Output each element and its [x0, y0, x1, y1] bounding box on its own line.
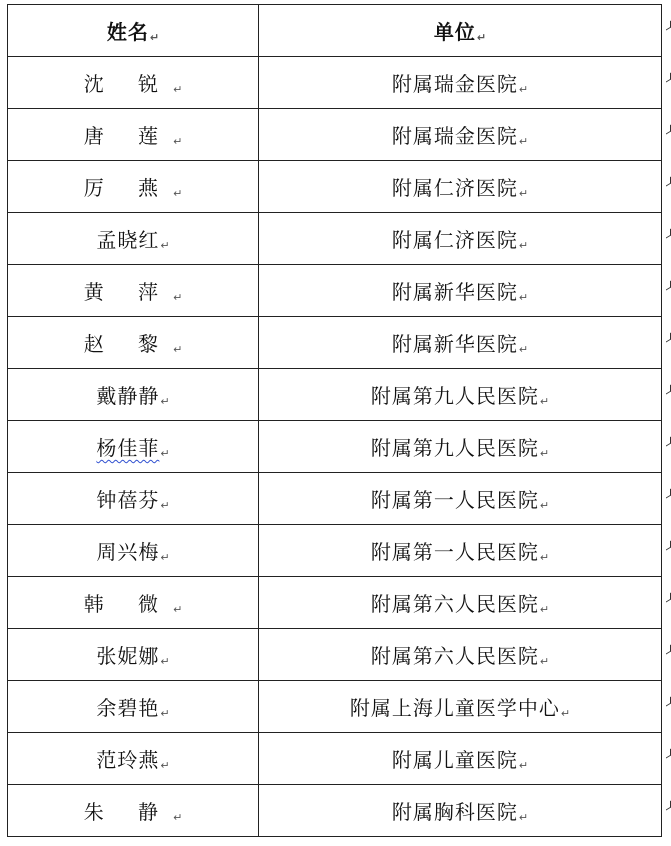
table-row	[8, 577, 662, 629]
unit-cell	[259, 421, 662, 473]
person-name: 沈 锐	[83, 72, 173, 96]
paragraph-mark-icon: ↵	[160, 395, 170, 408]
unit-cell	[259, 525, 662, 577]
paragraph-mark-icon: ↵	[518, 187, 529, 200]
row-end-mark-icon	[666, 73, 671, 83]
paragraph-mark-icon: ↵	[160, 447, 170, 460]
unit-cell	[259, 681, 662, 733]
row-end-mark-icon	[666, 125, 671, 135]
unit-cell	[259, 161, 662, 213]
name-cell	[8, 421, 259, 473]
unit-name: 附属瑞金医院	[391, 124, 518, 148]
name-cell	[8, 265, 259, 317]
table-row	[8, 421, 662, 473]
header-unit-cell	[259, 5, 662, 57]
row-end-mark-icon	[666, 697, 671, 707]
paragraph-mark-icon: ↵	[173, 291, 183, 304]
paragraph-mark-icon: ↵	[539, 603, 550, 616]
name-cell	[8, 161, 259, 213]
table-row	[8, 109, 662, 161]
unit-cell	[259, 629, 662, 681]
unit-name: 附属第一人民医院	[370, 540, 539, 564]
table-row	[8, 161, 662, 213]
name-cell	[8, 785, 259, 837]
unit-name: 附属上海儿童医学中心	[349, 696, 560, 720]
table-row	[8, 525, 662, 577]
row-end-mark-icon	[666, 593, 671, 603]
paragraph-mark-icon: ↵	[518, 759, 529, 772]
paragraph-mark-icon: ↵	[518, 135, 529, 148]
table-row	[8, 473, 662, 525]
paragraph-mark-icon: ↵	[160, 239, 170, 252]
header-unit-label: 单位	[433, 20, 476, 44]
unit-cell	[259, 369, 662, 421]
paragraph-mark-icon: ↵	[539, 655, 550, 668]
row-end-mark-icon	[666, 437, 671, 447]
paragraph-mark-icon: ↵	[518, 291, 529, 304]
table-row	[8, 733, 662, 785]
paragraph-mark-icon: ↵	[173, 343, 183, 356]
person-name: 赵 黎	[83, 332, 173, 356]
paragraph-mark-icon: ↵	[518, 811, 529, 824]
paragraph-mark-icon: ↵	[518, 239, 529, 252]
row-end-mark-icon	[666, 749, 671, 759]
unit-cell	[259, 265, 662, 317]
paragraph-mark-icon: ↵	[173, 811, 183, 824]
paragraph-mark-icon: ↵	[539, 395, 550, 408]
paragraph-mark-icon: ↵	[173, 187, 183, 200]
row-end-mark-icon	[666, 541, 671, 551]
unit-cell	[259, 577, 662, 629]
unit-cell	[259, 785, 662, 837]
unit-cell	[259, 109, 662, 161]
table-header-row	[8, 5, 662, 57]
table-row	[8, 369, 662, 421]
table-row	[8, 681, 662, 733]
header-name-cell	[8, 5, 259, 57]
person-name: 黄 萍	[83, 280, 173, 304]
person-name: 余碧艳	[96, 696, 160, 720]
table-row	[8, 57, 662, 109]
unit-name: 附属仁济医院	[391, 176, 518, 200]
unit-cell	[259, 317, 662, 369]
name-cell	[8, 681, 259, 733]
row-end-mark-icon	[666, 333, 671, 343]
table-row	[8, 785, 662, 837]
person-name: 朱 静	[83, 800, 173, 824]
person-name: 韩 微	[83, 592, 173, 616]
unit-name: 附属第九人民医院	[370, 384, 539, 408]
paragraph-mark-icon: ↵	[173, 83, 183, 96]
unit-name: 附属第一人民医院	[370, 488, 539, 512]
name-cell	[8, 213, 259, 265]
table-row	[8, 213, 662, 265]
unit-name: 附属仁济医院	[391, 228, 518, 252]
unit-name: 附属新华医院	[391, 280, 518, 304]
paragraph-mark-icon: ↵	[539, 447, 550, 460]
paragraph-mark-icon: ↵	[518, 83, 529, 96]
unit-name: 附属瑞金医院	[391, 72, 518, 96]
unit-name: 附属儿童医院	[391, 748, 518, 772]
unit-name: 附属第六人民医院	[370, 592, 539, 616]
table-row	[8, 265, 662, 317]
row-end-mark-icon	[666, 489, 671, 499]
row-end-mark-icon	[666, 21, 671, 31]
name-cell	[8, 109, 259, 161]
table-row	[8, 317, 662, 369]
unit-cell	[259, 213, 662, 265]
paragraph-mark-icon: ↵	[160, 655, 170, 668]
person-name: 钟蓓芬	[96, 488, 160, 512]
person-name-spellcheck[interactable]: 杨佳菲	[96, 436, 160, 460]
paragraph-mark-icon: ↵	[560, 707, 571, 720]
paragraph-mark-icon: ↵	[539, 551, 550, 564]
name-cell	[8, 57, 259, 109]
unit-name: 附属胸科医院	[391, 800, 518, 824]
name-cell	[8, 369, 259, 421]
paragraph-mark-icon: ↵	[160, 499, 170, 512]
name-cell	[8, 577, 259, 629]
table-row	[8, 629, 662, 681]
name-cell	[8, 473, 259, 525]
person-name: 孟晓红	[96, 228, 160, 252]
paragraph-mark-icon: ↵	[173, 135, 183, 148]
row-end-mark-icon	[666, 385, 671, 395]
person-name: 戴静静	[96, 384, 160, 408]
paragraph-mark-icon: ↵	[518, 343, 529, 356]
row-end-marks	[665, 0, 671, 846]
name-cell	[8, 317, 259, 369]
person-name: 张妮娜	[96, 644, 160, 668]
row-end-mark-icon	[666, 229, 671, 239]
paragraph-mark-icon: ↵	[160, 707, 170, 720]
unit-name: 附属第九人民医院	[370, 436, 539, 460]
paragraph-mark-icon: ↵	[160, 551, 170, 564]
name-cell	[8, 629, 259, 681]
paragraph-mark-icon: ↵	[149, 31, 160, 44]
unit-cell	[259, 473, 662, 525]
name-cell	[8, 525, 259, 577]
name-cell	[8, 733, 259, 785]
unit-name: 附属新华医院	[391, 332, 518, 356]
person-name: 唐 莲	[83, 124, 173, 148]
row-end-mark-icon	[666, 801, 671, 811]
person-name: 范玲燕	[96, 748, 160, 772]
unit-cell	[259, 57, 662, 109]
unit-cell	[259, 733, 662, 785]
person-name: 厉 燕	[83, 176, 173, 200]
row-end-mark-icon	[666, 281, 671, 291]
paragraph-mark-icon: ↵	[173, 603, 183, 616]
person-name: 周兴梅	[96, 540, 160, 564]
paragraph-mark-icon: ↵	[160, 759, 170, 772]
row-end-mark-icon	[666, 645, 671, 655]
unit-name: 附属第六人民医院	[370, 644, 539, 668]
paragraph-mark-icon: ↵	[539, 499, 550, 512]
header-name-label: 姓名	[106, 20, 149, 44]
row-end-mark-icon	[666, 177, 671, 187]
paragraph-mark-icon: ↵	[476, 31, 487, 44]
staff-table	[7, 4, 662, 837]
